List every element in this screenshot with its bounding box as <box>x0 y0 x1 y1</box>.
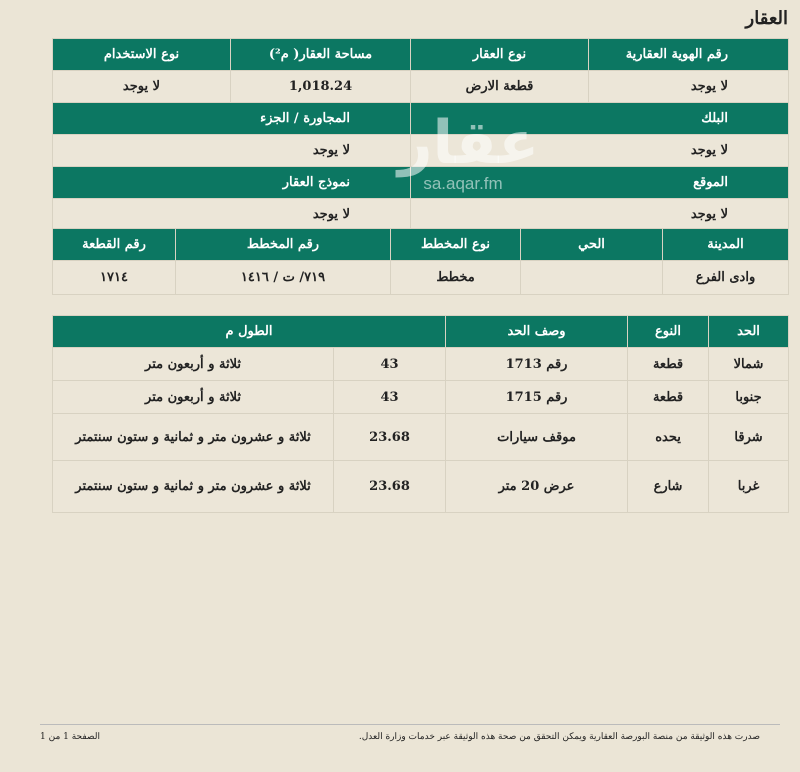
footer-divider <box>40 724 780 725</box>
header-length: الطول م <box>53 316 446 348</box>
watermark-url: sa.aqar.fm <box>423 174 503 193</box>
header-city: المدينة <box>663 229 789 261</box>
value-property-id: لا يوجد <box>589 71 789 103</box>
cell-description: عرض 20 متر <box>446 461 628 513</box>
cell-length-words: ثلاثة و عشرون متر و ثمانية و ستون سنتمتر <box>53 414 334 461</box>
header-location: الموقع <box>411 167 789 199</box>
header-type: النوع <box>628 316 709 348</box>
value-plot-number: ١٧١٤ <box>53 261 176 295</box>
header-plan-type: نوع المخطط <box>391 229 521 261</box>
cell-length-words: ثلاثة و أربعون متر <box>53 348 334 381</box>
header-boundary: الحد <box>709 316 789 348</box>
value-property-type: قطعة الارض <box>411 71 589 103</box>
cell-description: رقم 1715 <box>446 381 628 414</box>
cell-boundary: غربا <box>709 461 789 513</box>
value-neighborhood-part: لا يوجد <box>53 135 411 167</box>
table-row <box>53 414 789 461</box>
boundaries-table <box>52 315 789 513</box>
page-number: الصفحة 1 من 1 <box>40 732 100 742</box>
cell-length-words: ثلاثة و أربعون متر <box>53 381 334 414</box>
value-city: وادى الفرع <box>663 261 789 295</box>
cell-length-words: ثلاثة و عشرون متر و ثمانية و ستون سنتمتر <box>53 461 334 513</box>
cell-boundary: شمالا <box>709 348 789 381</box>
footer-note: صدرت هذه الوثيقة من منصة البورصة العقارية ويمكن التحقق من صحة هذه الوثيقة عبر خدمات وزارة العدل. <box>358 732 760 742</box>
header-property-type: نوع العقار <box>411 39 589 71</box>
cell-type: قطعة <box>628 381 709 414</box>
table-row <box>53 381 789 414</box>
header-plot-number: رقم القطعة <box>53 229 176 261</box>
value-location: لا يوجد <box>411 199 789 231</box>
cell-boundary: شرقا <box>709 414 789 461</box>
header-area: مساحة العقار( م²) <box>231 39 411 71</box>
header-plan-number: رقم المخطط <box>176 229 391 261</box>
header-property-model: نموذج العقار <box>53 167 411 199</box>
watermark-logo: عقار <box>398 108 540 178</box>
cell-length: 43 <box>334 348 446 381</box>
cell-length: 43 <box>334 381 446 414</box>
header-description: وصف الحد <box>446 316 628 348</box>
cell-type: شارع <box>628 461 709 513</box>
value-property-model: لا يوجد <box>53 199 411 231</box>
value-area: 1,018.24 <box>231 71 411 103</box>
header-usage-type: نوع الاستخدام <box>53 39 231 71</box>
header-neighborhood-part: المجاورة / الجزء <box>53 103 411 135</box>
table-row <box>53 461 789 513</box>
cell-type: يحده <box>628 414 709 461</box>
cell-description: رقم 1713 <box>446 348 628 381</box>
value-usage-type: لا يوجد <box>53 71 231 103</box>
header-district: الحي <box>521 229 663 261</box>
cell-length: 23.68 <box>334 414 446 461</box>
section-title: العقار <box>745 8 788 29</box>
value-district <box>521 261 663 295</box>
cell-type: قطعة <box>628 348 709 381</box>
value-plan-number: ٧١٩/ ت / ١٤١٦ <box>176 261 391 295</box>
cell-boundary: جنوبا <box>709 381 789 414</box>
property-info-table <box>52 38 789 231</box>
header-block: البلك <box>411 103 789 135</box>
cell-description: موقف سيارات <box>446 414 628 461</box>
cell-length: 23.68 <box>334 461 446 513</box>
table-row <box>53 348 789 381</box>
header-property-id: رقم الهوية العقارية <box>589 39 789 71</box>
plan-info-table <box>52 228 789 295</box>
value-plan-type: مخطط <box>391 261 521 295</box>
value-block: لا يوجد <box>411 135 789 167</box>
